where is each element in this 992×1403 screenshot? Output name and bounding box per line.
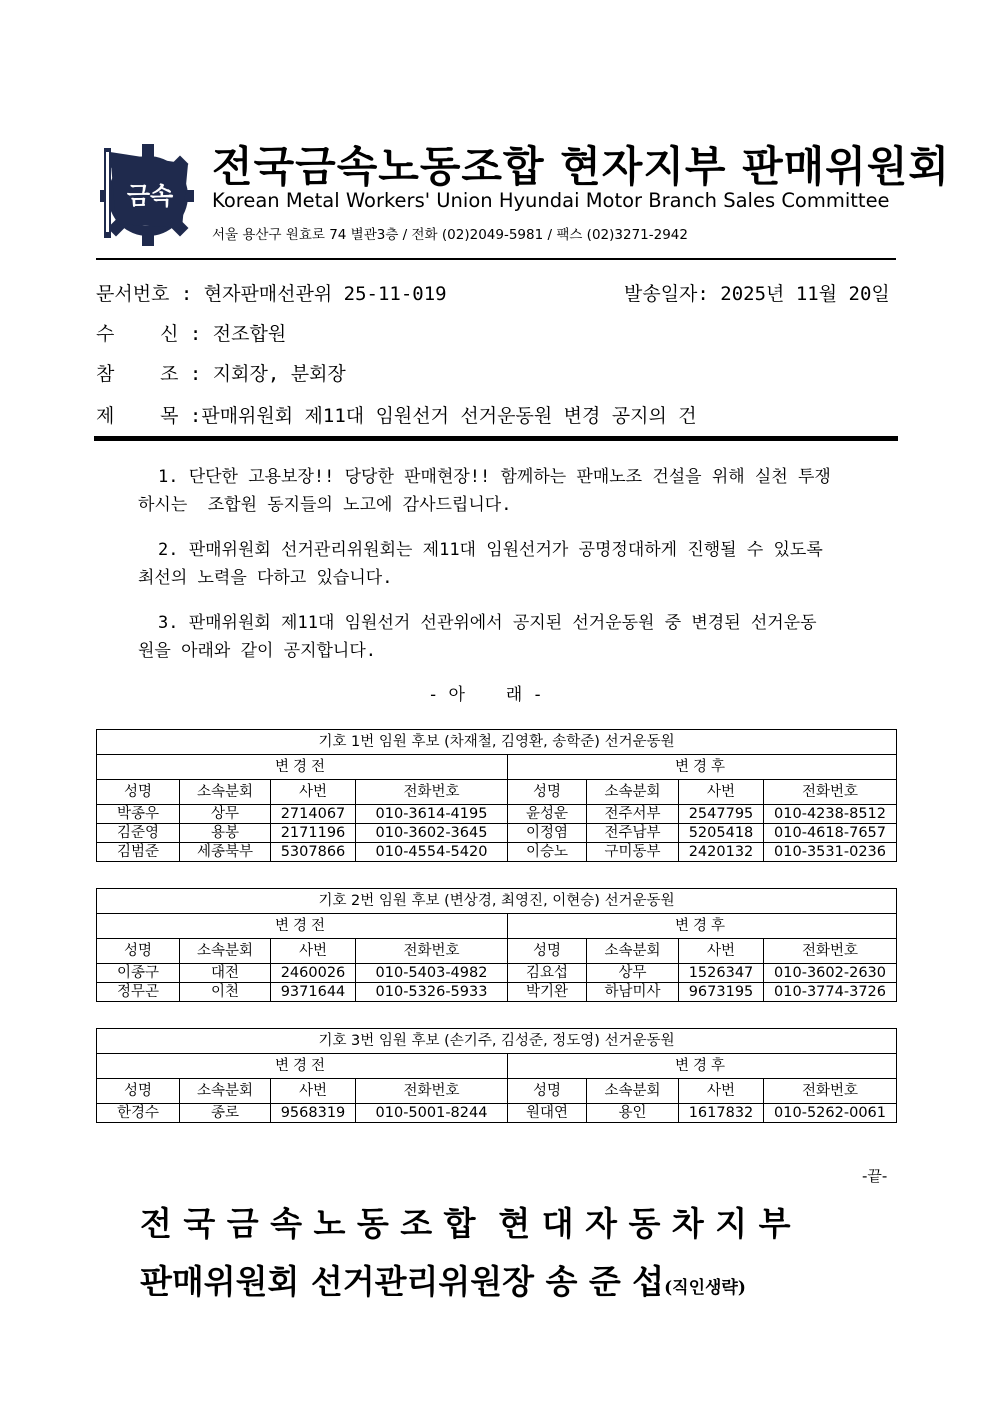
col-header-name: 성명 [97, 1079, 180, 1104]
cell: 010-3774-3726 [764, 983, 897, 1002]
cell: 김요섭 [508, 964, 587, 983]
col-header-name: 성명 [97, 939, 180, 964]
col-header-branch: 소속분회 [587, 1079, 679, 1104]
cell: 010-3602-2630 [764, 964, 897, 983]
table-row [97, 964, 897, 983]
doc-number: 문서번호 : 현자판매선관위 25-11-019 [96, 283, 447, 305]
seal-note: (직인생략) [664, 1278, 746, 1298]
cell: 종로 [180, 1104, 271, 1123]
cell: 김준영 [97, 824, 180, 843]
before-group-header: 변경전 [97, 914, 508, 939]
cell: 이종구 [97, 964, 180, 983]
col-header-branch: 소속분회 [180, 1079, 271, 1104]
footer-signatory-line [140, 1256, 746, 1303]
cell: 박종우 [97, 805, 180, 824]
table-row [97, 983, 897, 1002]
cell: 김범준 [97, 843, 180, 862]
signatory: 판매위원회 선거관리위원장 송 준 섭 [140, 1262, 665, 1301]
cell: 010-3602-3645 [356, 824, 508, 843]
cell: 010-4238-8512 [764, 805, 897, 824]
paragraph-3-line-2: 원을 아래와 같이 공지합니다. [138, 641, 377, 661]
cell: 세종북부 [180, 843, 271, 862]
cell: 9568319 [271, 1104, 356, 1123]
col-header-phone: 전화번호 [764, 1079, 897, 1104]
end-mark: -끝- [862, 1167, 888, 1185]
cell: 한경수 [97, 1104, 180, 1123]
col-header-phone: 전화번호 [356, 780, 508, 805]
cell: 전주남부 [587, 824, 679, 843]
cell: 010-5403-4982 [356, 964, 508, 983]
cell: 원대연 [508, 1104, 587, 1123]
union-logo [96, 138, 196, 248]
col-header-phone: 전화번호 [764, 780, 897, 805]
cell: 2171196 [271, 824, 356, 843]
candidate-2-table [96, 888, 897, 1002]
footer-org-line: 전 국 금 속 노 동 조 합 현 대 자 동 차 지 부 [140, 1204, 791, 1243]
col-header-employee-no: 사번 [679, 939, 764, 964]
reference: 참 조 : 지회장, 분회장 [96, 363, 346, 385]
cell: 전주서부 [587, 805, 679, 824]
col-header-phone: 전화번호 [356, 939, 508, 964]
below-heading: - 아 래 - [428, 685, 543, 705]
org-subtitle: Korean Metal Workers' Union Hyundai Motor Branch Sales Committee [212, 189, 890, 212]
cell: 5307866 [271, 843, 356, 862]
col-header-employee-no: 사번 [271, 780, 356, 805]
cell: 9371644 [271, 983, 356, 1002]
cell: 이승노 [508, 843, 587, 862]
cell: 대전 [180, 964, 271, 983]
col-header-phone: 전화번호 [356, 1079, 508, 1104]
col-header-branch: 소속분회 [587, 780, 679, 805]
org-title: 전국금속노동조합 현자지부 판매위원회 [212, 142, 950, 191]
cell: 구미동부 [587, 843, 679, 862]
issue-date: 발송일자: 2025년 11월 20일 [624, 283, 890, 305]
cell: 윤성운 [508, 805, 587, 824]
after-group-header: 변경후 [508, 755, 897, 780]
cell: 이천 [180, 983, 271, 1002]
cell: 정무곤 [97, 983, 180, 1002]
col-header-name: 성명 [97, 780, 180, 805]
col-header-branch: 소속분회 [180, 780, 271, 805]
cell: 상무 [180, 805, 271, 824]
paragraph-1-line-2: 하시는 조합원 동지들의 노고에 감사드립니다. [138, 495, 512, 515]
table-row [97, 843, 897, 862]
cell: 1617832 [679, 1104, 764, 1123]
cell: 010-5262-0061 [764, 1104, 897, 1123]
cell: 2547795 [679, 805, 764, 824]
candidate-3-table [96, 1028, 897, 1123]
cell: 2420132 [679, 843, 764, 862]
cell: 하남미사 [587, 983, 679, 1002]
cell: 010-5001-8244 [356, 1104, 508, 1123]
paragraph-1-line-1: 1. 단단한 고용보장!! 당당한 판매현장!! 함께하는 판매노조 건설을 위해 실천 투쟁 [158, 467, 831, 487]
col-header-employee-no: 사번 [271, 939, 356, 964]
logo-text: 금속 [126, 182, 174, 210]
cell: 010-5326-5933 [356, 983, 508, 1002]
col-header-branch: 소속분회 [180, 939, 271, 964]
cell: 5205418 [679, 824, 764, 843]
before-group-header: 변경전 [97, 755, 508, 780]
col-header-branch: 소속분회 [587, 939, 679, 964]
meta-divider [94, 436, 898, 441]
subject: 제 목 :판매위원회 제11대 임원선거 선거운동원 변경 공지의 건 [96, 405, 697, 427]
after-group-header: 변경후 [508, 914, 897, 939]
cell: 010-3614-4195 [356, 805, 508, 824]
before-group-header: 변경전 [97, 1054, 508, 1079]
cell: 010-3531-0236 [764, 843, 897, 862]
col-header-employee-no: 사번 [679, 780, 764, 805]
table-row [97, 1104, 897, 1123]
cell: 용인 [587, 1104, 679, 1123]
table-row [97, 805, 897, 824]
col-header-name: 성명 [508, 939, 587, 964]
header-divider [96, 258, 896, 260]
paragraph-2-line-2: 최선의 노력을 다하고 있습니다. [138, 568, 393, 588]
recipient: 수 신 : 전조합원 [96, 323, 287, 345]
cell: 010-4618-7657 [764, 824, 897, 843]
cell: 1526347 [679, 964, 764, 983]
after-group-header: 변경후 [508, 1054, 897, 1079]
org-address: 서울 용산구 원효로 74 별관3층 / 전화 (02)2049-5981 / 팩스 (02)3271-2942 [212, 227, 688, 243]
cell: 010-4554-5420 [356, 843, 508, 862]
cell: 2460026 [271, 964, 356, 983]
candidate-1-table [96, 729, 897, 862]
table-row [97, 824, 897, 843]
cell: 9673195 [679, 983, 764, 1002]
cell: 이정염 [508, 824, 587, 843]
paragraph-2-line-1: 2. 판매위원회 선거관리위원회는 제11대 임원선거가 공명정대하게 진행될 수 있도록 [158, 540, 823, 560]
col-header-employee-no: 사번 [679, 1079, 764, 1104]
cell: 박기완 [508, 983, 587, 1002]
table-caption: 기호 1번 임원 후보 (차재철, 김영환, 송학준) 선거운동원 [97, 730, 897, 755]
cell: 2714067 [271, 805, 356, 824]
col-header-phone: 전화번호 [764, 939, 897, 964]
cell: 상무 [587, 964, 679, 983]
col-header-name: 성명 [508, 1079, 587, 1104]
table-caption: 기호 3번 임원 후보 (손기주, 김성준, 정도영) 선거운동원 [97, 1029, 897, 1054]
col-header-name: 성명 [508, 780, 587, 805]
paragraph-3-line-1: 3. 판매위원회 제11대 임원선거 선관위에서 공지된 선거운동원 중 변경된 선거운동 [158, 613, 817, 633]
cell: 용봉 [180, 824, 271, 843]
col-header-employee-no: 사번 [271, 1079, 356, 1104]
table-caption: 기호 2번 임원 후보 (변상경, 최영진, 이현승) 선거운동원 [97, 889, 897, 914]
